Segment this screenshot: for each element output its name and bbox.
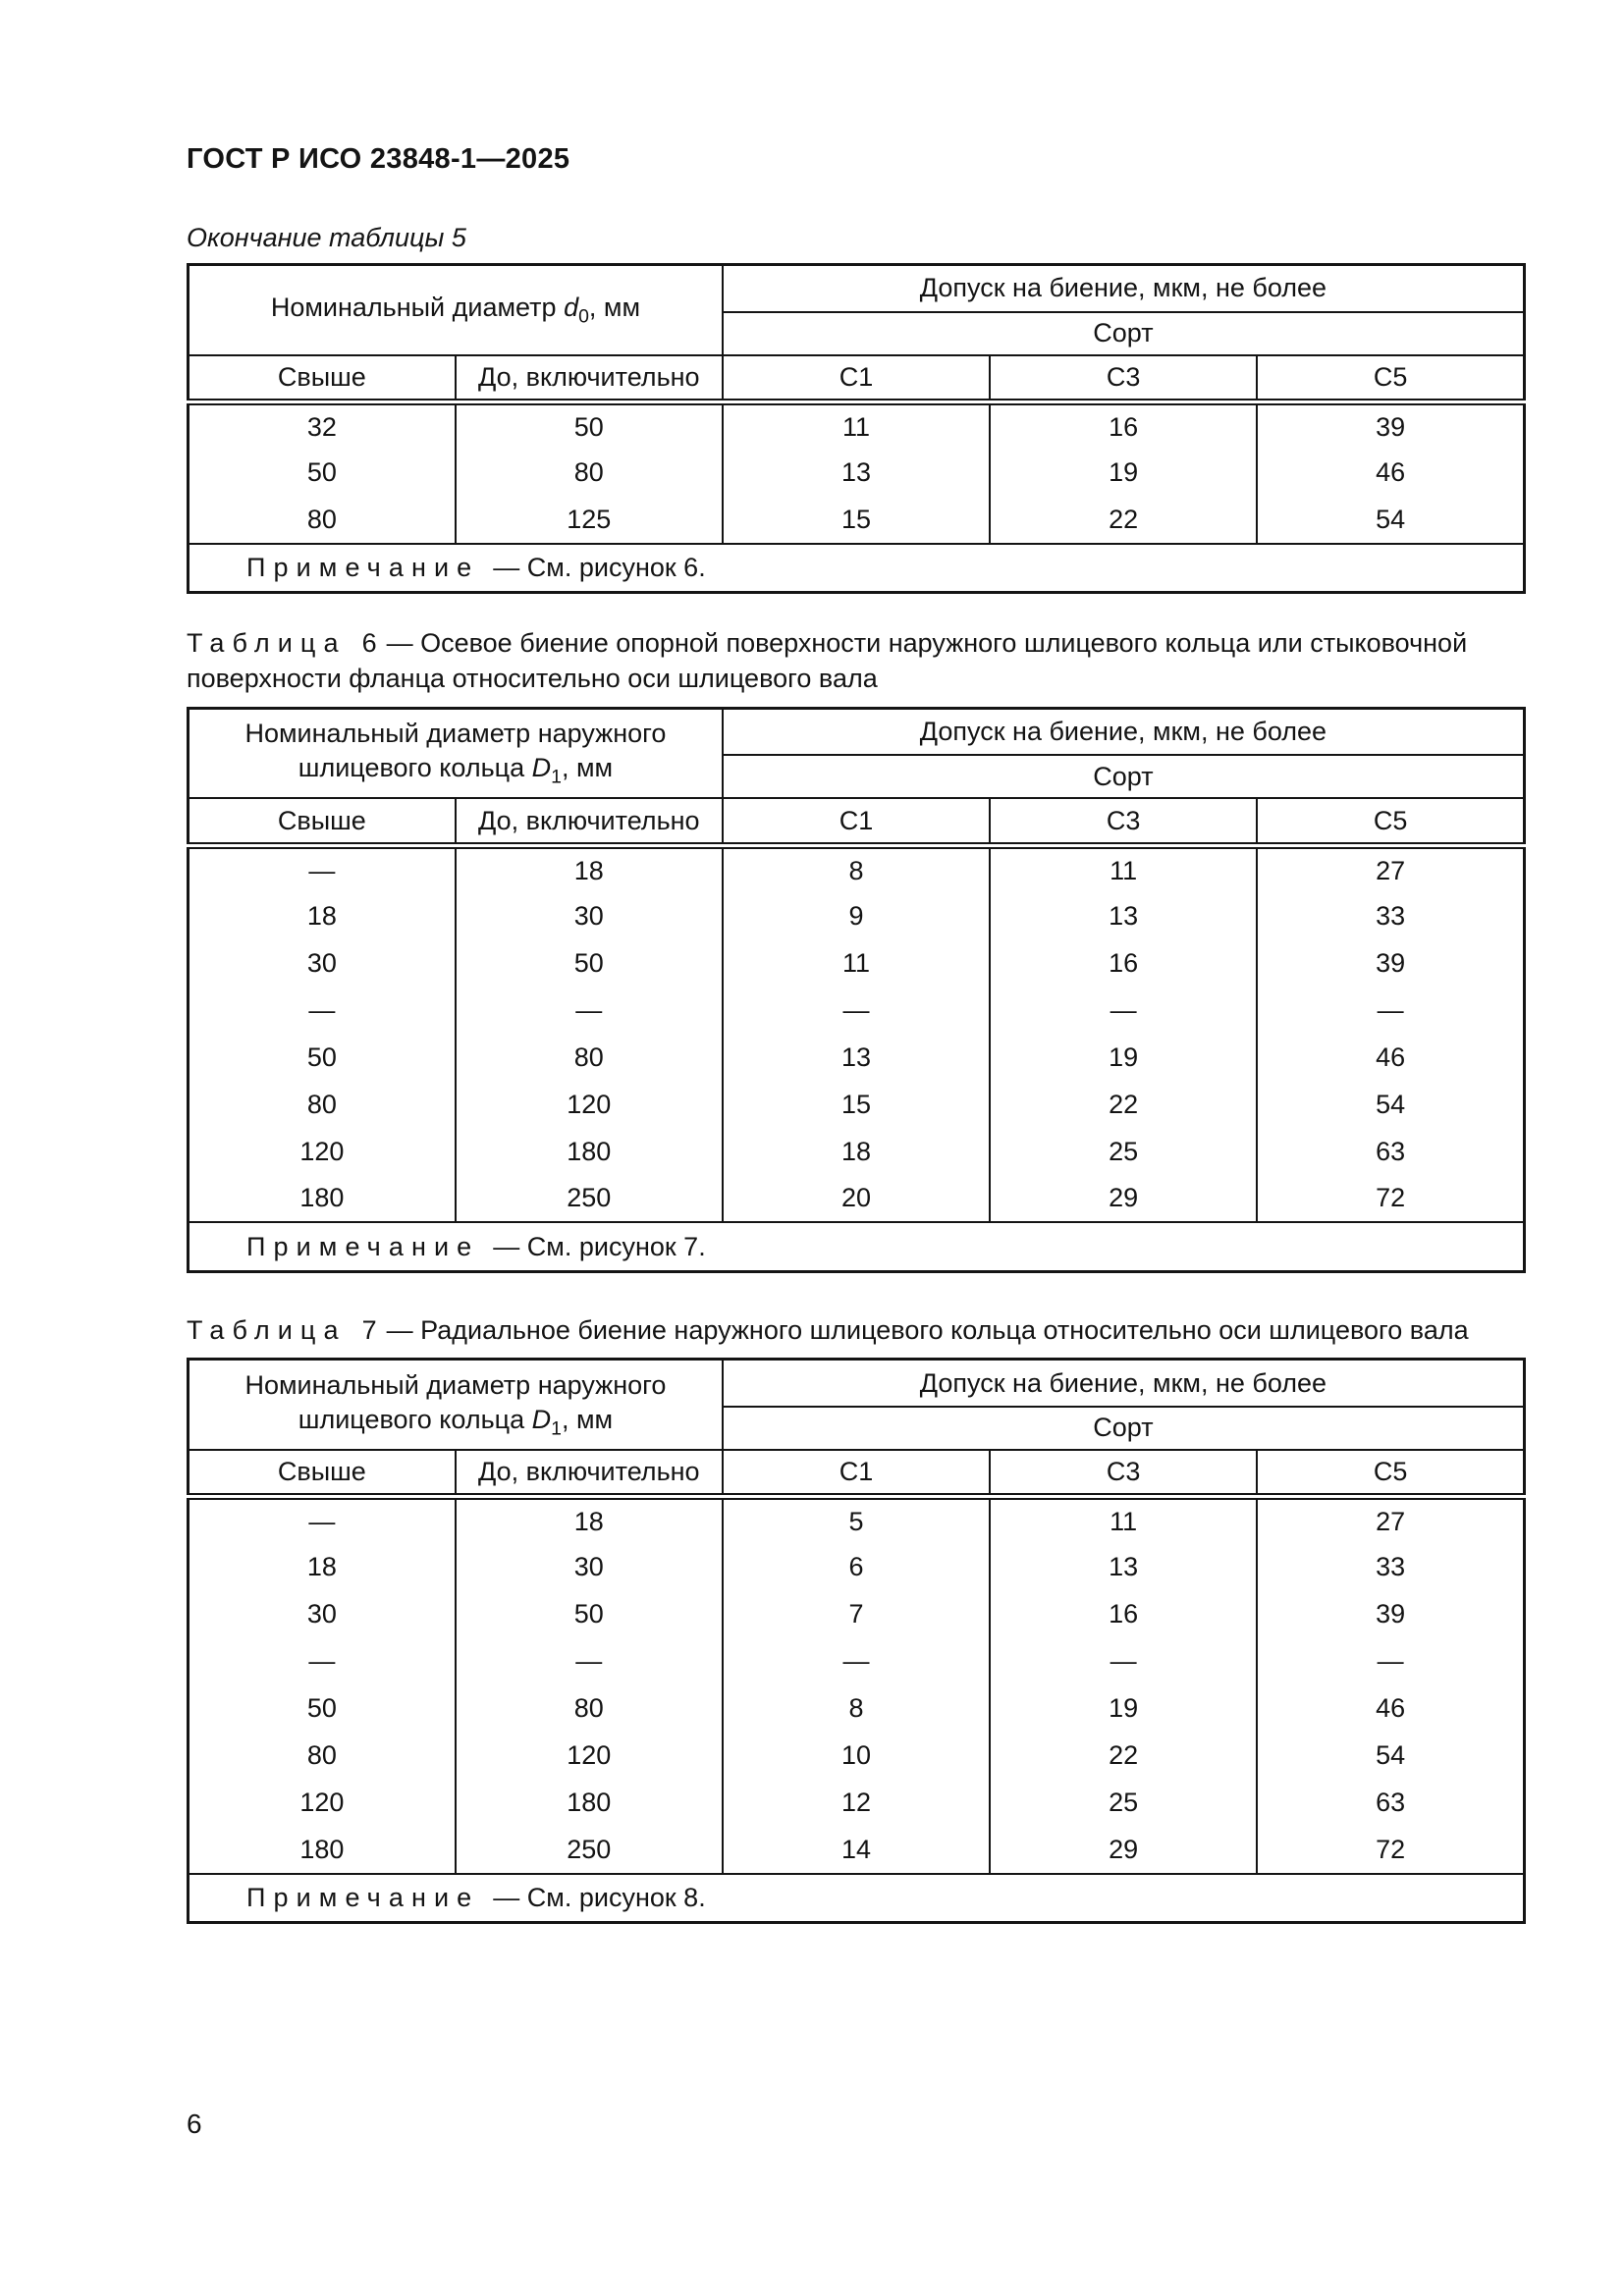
table-cell: 120 <box>456 1081 723 1128</box>
table-cell: 5 <box>723 1497 990 1544</box>
table-cell: 25 <box>990 1128 1257 1175</box>
table7-title-text: — Радиальное биение наружного шлицевого кольца относительно оси шлицевого вала <box>386 1314 1469 1345</box>
table6-label: Таблица <box>187 628 347 658</box>
column-header-c5: С5 <box>1257 1450 1524 1497</box>
column-header-c1: С1 <box>723 355 990 402</box>
table-cell: 120 <box>189 1780 456 1827</box>
table-row <box>189 1780 1525 1827</box>
table-row <box>189 1591 1525 1638</box>
table-cell: — <box>189 1638 456 1685</box>
table-cell: 33 <box>1257 892 1524 939</box>
diameter-label: Номинальный диаметр <box>270 292 565 322</box>
note-row <box>189 1222 1525 1271</box>
table-cell: 50 <box>189 1685 456 1733</box>
table-row <box>189 1175 1525 1222</box>
table-row <box>189 1733 1525 1780</box>
table7-note <box>189 1874 1525 1923</box>
table-cell: 27 <box>1257 845 1524 892</box>
table-row <box>189 497 1525 544</box>
note-text: — См. рисунок 8. <box>493 1883 706 1913</box>
table-cell: — <box>990 987 1257 1034</box>
table-cell: 8 <box>723 1685 990 1733</box>
table-cell: 46 <box>1257 1685 1524 1733</box>
table-cell: 180 <box>456 1780 723 1827</box>
note-label: Примечание <box>246 552 480 582</box>
page-content <box>187 0 1526 1924</box>
note-text: — См. рисунок 7. <box>493 1231 706 1261</box>
table-cell: — <box>723 1638 990 1685</box>
page-number: 6 <box>187 2109 202 2139</box>
table-cell: 120 <box>189 1128 456 1175</box>
table-cell: 11 <box>723 939 990 987</box>
table-cell: 18 <box>189 892 456 939</box>
table-cell: 22 <box>990 1081 1257 1128</box>
table-row <box>189 939 1525 987</box>
table-cell: 50 <box>189 450 456 497</box>
table-cell: — <box>723 987 990 1034</box>
table6-note <box>189 1222 1525 1271</box>
table-cell: 22 <box>990 1733 1257 1780</box>
sort-header: Сорт <box>723 755 1525 798</box>
table-cell: 180 <box>189 1175 456 1222</box>
table-cell: 18 <box>456 1497 723 1544</box>
column-header-c1: С1 <box>723 1450 990 1497</box>
table-cell: 39 <box>1257 402 1524 450</box>
table-cell: 20 <box>723 1175 990 1222</box>
table-cell: 13 <box>723 1034 990 1081</box>
table-row-separator <box>189 1638 1525 1685</box>
table-cell: — <box>456 987 723 1034</box>
table-cell: 250 <box>456 1175 723 1222</box>
table6-title <box>187 625 1526 697</box>
table-cell: 54 <box>1257 1733 1524 1780</box>
table-cell: — <box>189 987 456 1034</box>
table6-number: 6 <box>361 628 377 658</box>
table-cell: 80 <box>456 450 723 497</box>
table-5 <box>187 263 1526 594</box>
table-row <box>189 1497 1525 1544</box>
table-cell: 80 <box>456 1034 723 1081</box>
table-cell: 16 <box>990 402 1257 450</box>
table-cell: 18 <box>456 845 723 892</box>
diameter-unit: , мм <box>561 1404 614 1434</box>
table-cell: 16 <box>990 1591 1257 1638</box>
table7-number: 7 <box>361 1314 377 1345</box>
table-cell: 25 <box>990 1780 1257 1827</box>
column-header-c5: С5 <box>1257 355 1524 402</box>
column-header-c3: С3 <box>990 1450 1257 1497</box>
tolerance-header: Допуск на биение, мкм, не более <box>723 1360 1525 1407</box>
table-cell: 14 <box>723 1827 990 1874</box>
table-cell: 63 <box>1257 1128 1524 1175</box>
diameter-unit: , мм <box>561 753 614 783</box>
document-code: ГОСТ Р ИСО 23848-1—2025 <box>187 143 570 175</box>
table-cell: 22 <box>990 497 1257 544</box>
table-row <box>189 1034 1525 1081</box>
table-cell: 50 <box>456 402 723 450</box>
table-cell: 72 <box>1257 1175 1524 1222</box>
note-row <box>189 1874 1525 1923</box>
table-cell: 54 <box>1257 497 1524 544</box>
table-7 <box>187 1358 1526 1924</box>
column-header-upto: До, включительно <box>456 798 723 845</box>
table-row <box>189 1685 1525 1733</box>
table-cell: 30 <box>456 1544 723 1591</box>
table-cell: 30 <box>189 1591 456 1638</box>
column-header-over: Свыше <box>189 798 456 845</box>
table-cell: 11 <box>723 402 990 450</box>
note-row <box>189 544 1525 593</box>
diameter-label-line1: Номинальный диаметр наружного <box>244 1369 667 1400</box>
diameter-label-line2: шлицевого кольца <box>298 1404 532 1434</box>
table-cell: 125 <box>456 497 723 544</box>
table-cell: 7 <box>723 1591 990 1638</box>
diameter-symbol: D <box>531 1404 552 1434</box>
table-cell: 72 <box>1257 1827 1524 1874</box>
column-header-c1: С1 <box>723 798 990 845</box>
table-cell: 19 <box>990 1685 1257 1733</box>
table-cell: 180 <box>456 1128 723 1175</box>
table-cell: — <box>1257 1638 1524 1685</box>
table-cell: 15 <box>723 497 990 544</box>
table-cell: 80 <box>456 1685 723 1733</box>
table-cell: — <box>990 1638 1257 1685</box>
column-header-c5: С5 <box>1257 798 1524 845</box>
table-cell: 80 <box>189 1081 456 1128</box>
table-cell: 46 <box>1257 450 1524 497</box>
column-header-upto: До, включительно <box>456 355 723 402</box>
table-cell: 33 <box>1257 1544 1524 1591</box>
tolerance-header: Допуск на биение, мкм, не более <box>723 708 1525 755</box>
table-cell: — <box>189 845 456 892</box>
table-cell: — <box>189 1497 456 1544</box>
tolerance-header: Допуск на биение, мкм, не более <box>723 265 1525 312</box>
table-cell: 9 <box>723 892 990 939</box>
table-row <box>189 845 1525 892</box>
column-header-c3: С3 <box>990 798 1257 845</box>
table-cell: 50 <box>189 1034 456 1081</box>
column-header-c3: С3 <box>990 355 1257 402</box>
table-cell: 19 <box>990 1034 1257 1081</box>
note-label: Примечание <box>246 1883 480 1913</box>
table-cell: 120 <box>456 1733 723 1780</box>
table-cell: 18 <box>189 1544 456 1591</box>
table7-title <box>187 1312 1526 1348</box>
diameter-label-line1: Номинальный диаметр наружного <box>244 719 667 749</box>
diameter-label-line2: шлицевого кольца <box>298 753 532 783</box>
table-row <box>189 1128 1525 1175</box>
sort-header: Сорт <box>723 1407 1525 1450</box>
table-cell: 19 <box>990 450 1257 497</box>
table-cell: 50 <box>456 939 723 987</box>
table-cell: 39 <box>1257 939 1524 987</box>
table-cell: 29 <box>990 1827 1257 1874</box>
table-cell: 6 <box>723 1544 990 1591</box>
diameter-subscript: 1 <box>551 766 562 788</box>
table-cell: 54 <box>1257 1081 1524 1128</box>
table-cell: 250 <box>456 1827 723 1874</box>
column-header-over: Свыше <box>189 1450 456 1497</box>
table7-label: Таблица <box>187 1314 347 1345</box>
table-cell: 13 <box>723 450 990 497</box>
diameter-subscript: 0 <box>578 305 589 328</box>
table-cell: 10 <box>723 1733 990 1780</box>
table-cell: 180 <box>189 1827 456 1874</box>
table-row <box>189 1544 1525 1591</box>
diameter-subscript: 1 <box>551 1417 562 1440</box>
table-cell: 8 <box>723 845 990 892</box>
column-header-over: Свыше <box>189 355 456 402</box>
sort-header: Сорт <box>723 312 1525 355</box>
table-cell: — <box>456 1638 723 1685</box>
table6-diameter-header <box>189 708 723 798</box>
table-row <box>189 1081 1525 1128</box>
table-cell: 15 <box>723 1081 990 1128</box>
table-row <box>189 1827 1525 1874</box>
diameter-unit: , мм <box>588 292 641 322</box>
table-cell: 30 <box>189 939 456 987</box>
table-row <box>189 402 1525 450</box>
diameter-symbol: D <box>531 753 552 783</box>
table-cell: 12 <box>723 1780 990 1827</box>
table-cell: 39 <box>1257 1591 1524 1638</box>
note-text: — См. рисунок 6. <box>493 552 706 582</box>
table-cell: 80 <box>189 497 456 544</box>
table-row <box>189 450 1525 497</box>
column-header-upto: До, включительно <box>456 1450 723 1497</box>
table5-continuation-caption: Окончание таблицы 5 <box>187 223 466 252</box>
table-cell: 11 <box>990 1497 1257 1544</box>
diameter-symbol: d <box>564 292 579 322</box>
table-cell: — <box>1257 987 1524 1034</box>
table-cell: 30 <box>456 892 723 939</box>
note-label: Примечание <box>246 1231 480 1261</box>
table-cell: 32 <box>189 402 456 450</box>
table-6 <box>187 707 1526 1273</box>
table-cell: 50 <box>456 1591 723 1638</box>
table7-diameter-header <box>189 1360 723 1450</box>
table-row <box>189 892 1525 939</box>
table-cell: 80 <box>189 1733 456 1780</box>
table-cell: 16 <box>990 939 1257 987</box>
table-cell: 29 <box>990 1175 1257 1222</box>
table-cell: 27 <box>1257 1497 1524 1544</box>
table-cell: 11 <box>990 845 1257 892</box>
table5-diameter-header <box>189 265 723 355</box>
table-cell: 18 <box>723 1128 990 1175</box>
table-cell: 13 <box>990 1544 1257 1591</box>
table-row-separator <box>189 987 1525 1034</box>
table6-title-text: — Осевое биение опорной поверхности наружного шлицевого кольца или стыковочной поверхности фланца относительно оси шлицевого вала <box>187 628 1468 694</box>
table-cell: 46 <box>1257 1034 1524 1081</box>
table-cell: 13 <box>990 892 1257 939</box>
table-cell: 63 <box>1257 1780 1524 1827</box>
table5-note <box>189 544 1525 593</box>
